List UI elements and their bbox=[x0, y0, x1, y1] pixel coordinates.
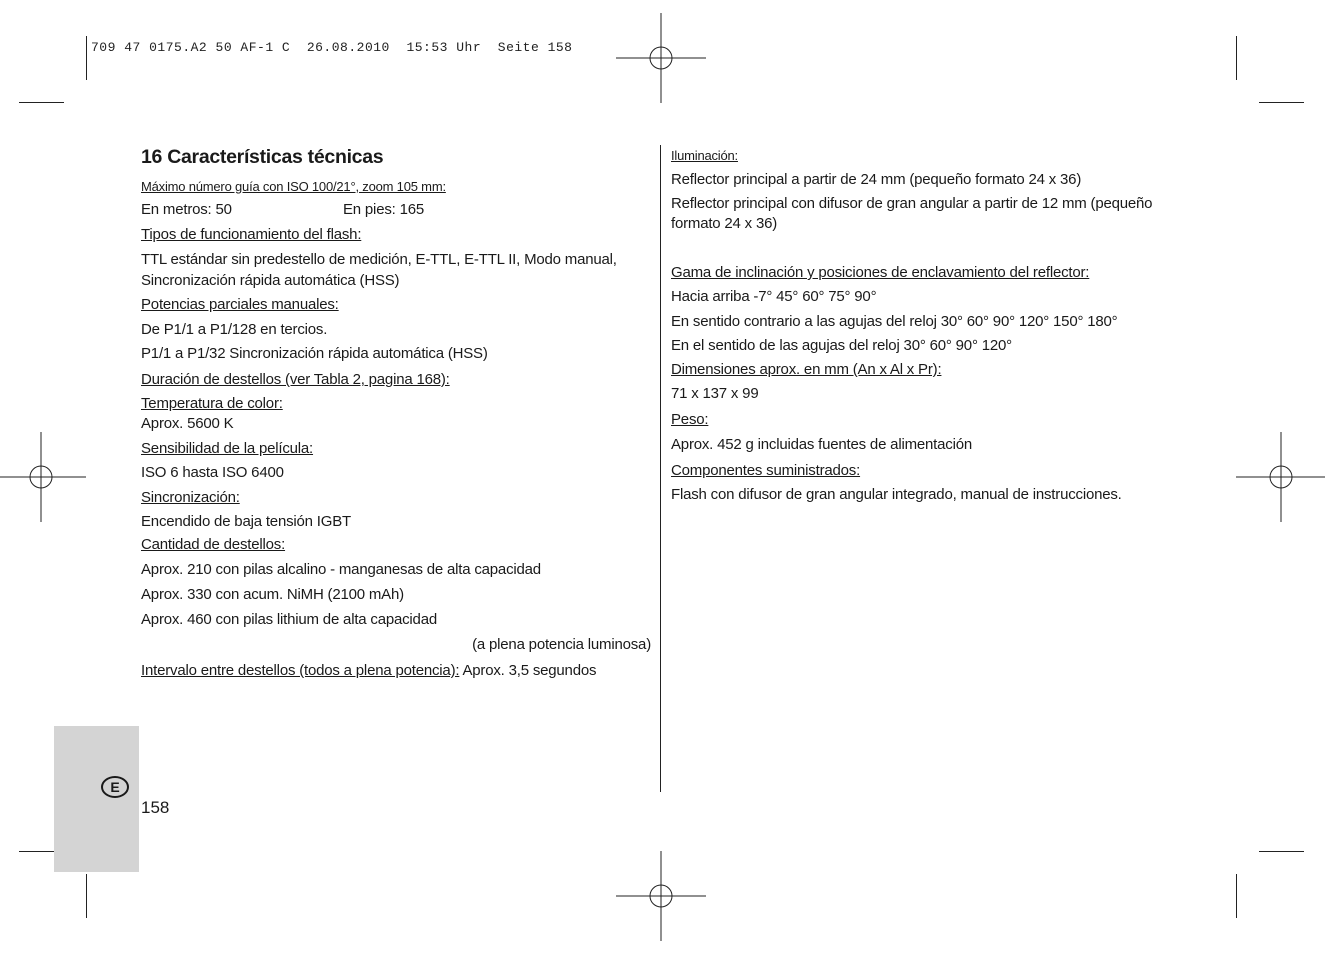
section-title: 16 Características técnicas bbox=[141, 146, 384, 168]
guide-number-feet: En pies: 165 bbox=[343, 201, 424, 218]
illumination-label: Iluminación: bbox=[671, 148, 738, 163]
weight-value: Aprox. 452 g incluidas fuentes de alimentación bbox=[671, 436, 972, 453]
flash-count-label: Cantidad de destellos: bbox=[141, 536, 286, 553]
film-speed-value: ISO 6 hasta ISO 6400 bbox=[141, 464, 284, 481]
crop-mark bbox=[1236, 874, 1237, 918]
flash-count-line: Aprox. 330 con acum. NiMH (2100 mAh) bbox=[141, 586, 404, 603]
registration-mark-icon bbox=[616, 851, 706, 941]
guide-number-meters: En metros: 50 bbox=[141, 201, 232, 218]
flash-interval-value: Aprox. 3,5 segundos bbox=[459, 662, 597, 679]
print-header: 709 47 0175.A2 50 AF-1 C 26.08.2010 15:53 Uhr Seite 158 bbox=[91, 40, 573, 55]
tilt-cw-positions: En el sentido de las agujas del reloj 30° 60° 90° 120° bbox=[671, 337, 1012, 354]
partial-power-line: De P1/1 a P1/128 en tercios. bbox=[141, 321, 328, 338]
weight-label: Peso: bbox=[671, 411, 709, 428]
illumination-line: Reflector principal con difusor de gran angular a partir de 12 mm (pequeño formato 24 x 36) bbox=[671, 195, 1153, 232]
tilt-ccw-positions: En sentido contrario a las agujas del reloj 30° 60° 90° 120° 150° 180° bbox=[671, 313, 1118, 330]
registration-mark-icon bbox=[616, 13, 706, 103]
partial-power-label: Potencias parciales manuales: bbox=[141, 296, 339, 313]
language-badge: E bbox=[101, 776, 129, 798]
flash-count-note: (a plena potencia luminosa) bbox=[472, 636, 651, 653]
color-temperature-value: Aprox. 5600 K bbox=[141, 415, 234, 432]
crop-mark bbox=[1236, 36, 1237, 80]
registration-mark-icon bbox=[1236, 432, 1325, 522]
illumination-line: Reflector principal a partir de 24 mm (pequeño formato 24 x 36) bbox=[671, 171, 1082, 188]
dimensions-label: Dimensiones aprox. en mm (An x Al x Pr): bbox=[671, 361, 942, 378]
flash-modes-line: TTL estándar sin predestello de medición, E-TTL, E-TTL II, Modo manual, bbox=[141, 251, 617, 268]
registration-mark-icon bbox=[0, 432, 86, 522]
flash-modes-line: Sincronización rápida automática (HSS) bbox=[141, 272, 400, 289]
column-divider bbox=[660, 145, 661, 792]
dimensions-value: 71 x 137 x 99 bbox=[671, 385, 759, 402]
crop-mark bbox=[1259, 102, 1304, 103]
crop-mark bbox=[86, 874, 87, 918]
flash-duration-label: Duración de destellos (ver Tabla 2, pagina 168): bbox=[141, 371, 450, 388]
page-number: 158 bbox=[141, 798, 170, 817]
guide-number-label: Máximo número guía con ISO 100/21°, zoom 105 mm: bbox=[141, 179, 446, 194]
flash-interval-label: Intervalo entre destellos (todos a plena potencia): bbox=[141, 662, 460, 679]
sync-label: Sincronización: bbox=[141, 489, 240, 506]
crop-mark bbox=[1259, 851, 1304, 852]
crop-mark bbox=[86, 36, 87, 80]
flash-modes-label: Tipos de funcionamiento del flash: bbox=[141, 226, 362, 243]
components-value: Flash con difusor de gran angular integrado, manual de instrucciones. bbox=[671, 486, 1122, 503]
flash-count-line: Aprox. 210 con pilas alcalino - manganesas de alta capacidad bbox=[141, 561, 541, 578]
flash-count-line: Aprox. 460 con pilas lithium de alta capacidad bbox=[141, 611, 437, 628]
film-speed-label: Sensibilidad de la película: bbox=[141, 440, 314, 457]
crop-mark bbox=[19, 102, 64, 103]
sync-value: Encendido de baja tensión IGBT bbox=[141, 513, 351, 530]
tilt-up-positions: Hacia arriba -7° 45° 60° 75° 90° bbox=[671, 288, 877, 305]
components-label: Componentes suministrados: bbox=[671, 462, 861, 479]
language-tab bbox=[54, 726, 139, 872]
tilt-range-label: Gama de inclinación y posiciones de enclavamiento del reflector: bbox=[671, 264, 1090, 281]
flash-interval bbox=[141, 661, 596, 681]
color-temperature-label: Temperatura de color: bbox=[141, 395, 283, 412]
partial-power-line: P1/1 a P1/32 Sincronización rápida automática (HSS) bbox=[141, 345, 488, 362]
